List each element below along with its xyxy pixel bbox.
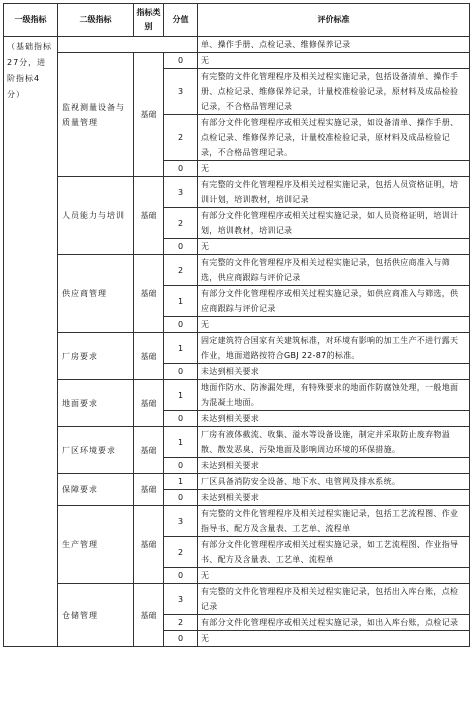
criteria-cell: 无 [198,631,470,647]
table-row [4,333,470,364]
level1-indicator-cell: （基础指标27分，进阶指标4分） [4,37,58,647]
table-row [4,584,470,615]
indicator-category-cell: 基础 [134,474,164,506]
table-row [4,255,470,286]
header-criteria: 评价标准 [198,4,470,37]
criteria-cell: 有完整的文件化管理程序及相关过程实施记录，包括供应商准入与筛选，供应商跟踪与评价记录 [198,255,470,286]
table-row [4,474,470,490]
indicator-category-cell: 基础 [134,506,164,584]
score-cell: 0 [164,490,198,506]
criteria-cell: 无 [198,239,470,255]
score-cell: 3 [164,506,198,537]
score-cell: 0 [164,458,198,474]
table-row [4,37,470,53]
level2-indicator-cell: 厂区环境要求 [58,427,134,474]
score-cell: 1 [164,427,198,458]
score-cell: 3 [164,177,198,208]
header-level1: 一级指标 [4,4,58,37]
continuation-blank-cell [58,37,198,53]
score-cell: 2 [164,208,198,239]
score-cell: 0 [164,317,198,333]
score-cell: 1 [164,474,198,490]
score-cell: 3 [164,69,198,115]
header-category: 指标类别 [134,4,164,37]
criteria-cell: 有部分文件化管理程序或相关过程实施记录，如人员资格证明，培训计划，培训教材，培训记录 [198,208,470,239]
indicator-category-cell: 基础 [134,584,164,647]
level2-indicator-cell: 人员能力与培训 [58,177,134,255]
score-cell: 2 [164,537,198,568]
criteria-cell: 固定建筑符合国家有关建筑标准，对环境有影响的加工生产不进行露天作业，地面道路按符合GBJ 22-87的标准。 [198,333,470,364]
score-cell: 1 [164,380,198,411]
header-level2: 二级指标 [58,4,134,37]
indicator-category-cell: 基础 [134,177,164,255]
criteria-cell: 有部分文件化管理程序或相关过程实施记录，如工艺流程图、作业指导书、配方及含量表、工艺单、流程单 [198,537,470,568]
criteria-cell: 有部分文件化管理程序或相关过程实施记录，如设备清单、操作手册、点检记录、维修保养记录，计量校准检验记录，原材料及成品检验记录，不合格品管理记录。 [198,115,470,161]
score-cell: 2 [164,615,198,631]
level2-indicator-cell: 生产管理 [58,506,134,584]
score-cell: 0 [164,161,198,177]
criteria-cell: 有完整的文件化管理程序及相关过程实施记录，包括设备清单、操作手册、点检记录、维修保养记录，计量校准检验记录，原材料及成品检验记录，不合格品管理记录 [198,69,470,115]
criteria-continuation-cell: 单、操作手册、点检记录、维修保养记录 [198,37,470,53]
score-cell: 3 [164,584,198,615]
indicator-category-cell: 基础 [134,380,164,427]
score-cell: 2 [164,115,198,161]
level2-indicator-cell: 仓储管理 [58,584,134,647]
score-cell: 1 [164,286,198,317]
criteria-cell: 有完整的文件化管理程序及相关过程实施记录，包括人员资格证明，培训计划，培训教材，培训记录 [198,177,470,208]
indicator-category-cell: 基础 [134,427,164,474]
score-cell: 0 [164,411,198,427]
evaluation-criteria-table [3,3,470,647]
table-row [4,53,470,69]
table-row [4,177,470,208]
score-cell: 1 [164,333,198,364]
criteria-cell: 厂区具备消防安全设备、地下水、电管网及排水系统。 [198,474,470,490]
score-cell: 0 [164,364,198,380]
criteria-cell: 无 [198,53,470,69]
criteria-cell: 无 [198,317,470,333]
criteria-cell: 有部分文件化管理程序或相关过程实施记录，如出入库台账，点检记录 [198,615,470,631]
level2-indicator-cell: 监视测量设备与质量管理 [58,53,134,177]
criteria-cell: 无 [198,568,470,584]
score-cell: 2 [164,255,198,286]
table-body [4,37,470,647]
table-row [4,380,470,411]
criteria-cell: 有完整的文件化管理程序及相关过程实施记录，包括工艺流程图、作业指导书、配方及含量表、工艺单、流程单 [198,506,470,537]
level2-indicator-cell: 地面要求 [58,380,134,427]
criteria-cell: 有完整的文件化管理程序及相关过程实施记录，包括出入库台账，点检记录 [198,584,470,615]
score-cell: 0 [164,631,198,647]
indicator-category-cell: 基础 [134,333,164,380]
criteria-cell: 未达到相关要求 [198,364,470,380]
header-score: 分值 [164,4,198,37]
level2-indicator-cell: 厂房要求 [58,333,134,380]
header-row [4,4,470,37]
table-row [4,506,470,537]
criteria-cell: 未达到相关要求 [198,411,470,427]
score-cell: 0 [164,568,198,584]
indicator-category-cell: 基础 [134,255,164,333]
criteria-cell: 地面作防水、防渗漏处理，有特殊要求的地面作防腐蚀处理，一般地面为混凝土地面。 [198,380,470,411]
indicator-category-cell: 基础 [134,53,164,177]
criteria-cell: 有部分文件化管理程序或相关过程实施记录，如供应商准入与筛选，供应商跟踪与评价记录 [198,286,470,317]
criteria-cell: 未达到相关要求 [198,490,470,506]
criteria-cell: 无 [198,161,470,177]
table-row [4,427,470,458]
level2-indicator-cell: 供应商管理 [58,255,134,333]
score-cell: 0 [164,53,198,69]
criteria-cell: 未达到相关要求 [198,458,470,474]
score-cell: 0 [164,239,198,255]
criteria-cell: 厂房有液体截流、收集、溢水等设备设施，制定并采取防止废弃物溢散、散发恶臭、污染地面及影响周边环境的环保措施。 [198,427,470,458]
level2-indicator-cell: 保障要求 [58,474,134,506]
